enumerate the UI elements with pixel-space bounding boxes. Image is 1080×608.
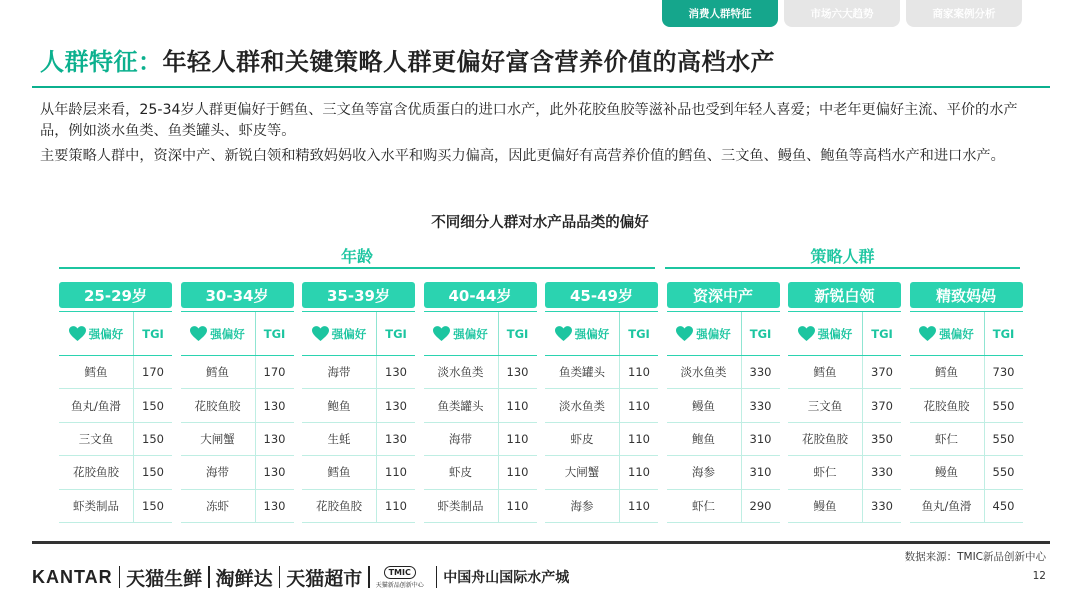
segment-column: [545, 282, 658, 523]
tgi-label: TGI: [142, 326, 164, 341]
column-subheader: [424, 312, 537, 356]
group-rule-age: [59, 267, 655, 269]
tgi-value: 130: [263, 398, 286, 413]
tgi-value: 130: [263, 431, 286, 446]
product-category: 海参: [545, 490, 620, 522]
product-category: 鳗鱼: [667, 389, 742, 421]
product-category: 虾类制品: [424, 490, 499, 522]
product-category: 海带: [181, 456, 256, 488]
table-title: 不同细分人群对水产品品类的偏好: [431, 215, 649, 231]
table-row: [910, 456, 1023, 489]
table-row: [424, 490, 537, 523]
table-row: [59, 423, 172, 456]
strong-preference-text: 强偏好: [574, 326, 610, 341]
logo-separator: [208, 566, 210, 588]
table-row: [302, 423, 415, 456]
segment-header: 40-44岁: [424, 282, 537, 308]
tgi-value: 330: [871, 498, 893, 513]
tgi-value: 130: [263, 498, 286, 513]
table-row: [667, 456, 780, 489]
intro-text: [40, 100, 1045, 167]
tgi-value: 110: [628, 498, 650, 513]
tgi-value: 150: [142, 465, 164, 480]
table-row: [181, 423, 294, 456]
tgi-value: 730: [992, 365, 1015, 380]
product-category: 海参: [667, 456, 742, 488]
table-row: [545, 456, 658, 489]
tgi-label: TGI: [871, 326, 893, 341]
segment-header: 精致妈妈: [910, 282, 1023, 308]
strong-preference-label: [424, 312, 499, 355]
table-row: [181, 490, 294, 523]
table-row: [910, 423, 1023, 456]
strong-preference-text: 强偏好: [696, 326, 731, 341]
tgi-value: 170: [263, 365, 286, 380]
logo-separator: [368, 566, 370, 588]
table-row: [788, 356, 901, 389]
tgi-value: 450: [992, 498, 1015, 513]
product-category: 鳗鱼: [788, 490, 863, 522]
segment-header: 25-29岁: [59, 282, 172, 308]
logo-separator: [279, 566, 281, 588]
tmic-logo: [376, 566, 424, 589]
page-number: 12: [1032, 570, 1046, 582]
tgi-value: 110: [628, 431, 650, 446]
tgi-value: 150: [142, 398, 164, 413]
section-tabs: [662, 0, 1022, 27]
segment-column: [667, 282, 780, 523]
page-title-highlight: 人群特征：: [40, 48, 163, 76]
strong-preference-label: [302, 312, 377, 355]
product-category: 鱼丸/鱼滑: [910, 490, 985, 522]
heart-icon: [798, 326, 815, 341]
product-category: 虾仁: [667, 490, 742, 522]
table-row: [667, 356, 780, 389]
tgi-value: 110: [506, 398, 529, 413]
table-row: [788, 456, 901, 489]
tgi-value: 350: [871, 431, 893, 446]
tgi-value: 310: [749, 431, 772, 446]
strong-preference-label: [910, 312, 985, 355]
table-row: [667, 389, 780, 422]
column-subheader: [545, 312, 658, 356]
strong-preference-text: 强偏好: [210, 326, 245, 341]
tgi-value: 150: [142, 431, 164, 446]
table-row: [59, 456, 172, 489]
product-category: 三文鱼: [788, 389, 863, 421]
strong-preference-label: [181, 312, 256, 355]
tgi-label: TGI: [749, 326, 772, 341]
product-category: 花胶鱼胶: [59, 456, 134, 488]
product-category: 鳕鱼: [181, 356, 256, 388]
product-category: 大闸蟹: [181, 423, 256, 455]
product-category: 冻虾: [181, 490, 256, 522]
segment-header: 新锐白领: [788, 282, 901, 308]
intro-paragraph-strategy: 主要策略人群中，资深中产、新锐白领和精致妈妈收入水平和购买力偏高，因此更偏好有高营养价值的鳕鱼、三文鱼、鳗鱼、鲍鱼等高档水产和进口水产。: [40, 148, 1005, 164]
strong-preference-text: 强偏好: [453, 326, 488, 341]
tgi-value: 310: [749, 465, 772, 480]
table-row: [424, 389, 537, 422]
tgi-label: TGI: [263, 326, 286, 341]
zhoushan-market-logo: 中国舟山国际水产城: [443, 570, 570, 586]
table-row: [424, 423, 537, 456]
table-row: [59, 356, 172, 389]
heart-icon: [919, 326, 936, 341]
group-rule-strategy: [665, 267, 1020, 269]
table-row: [788, 490, 901, 523]
logo-separator: [436, 566, 438, 588]
partner-logos: [32, 564, 569, 590]
segment-column: [181, 282, 294, 523]
heart-icon: [190, 326, 207, 341]
kantar-logo: KANTAR: [32, 566, 113, 587]
product-category: 花胶鱼胶: [302, 490, 377, 522]
strong-preference-label: [788, 312, 863, 355]
table-row: [424, 456, 537, 489]
footer-divider: [32, 541, 1050, 544]
tab-case-analysis[interactable]: 商家案例分析: [906, 0, 1022, 27]
column-subheader: [59, 312, 172, 356]
segment-column: [302, 282, 415, 523]
table-row: [788, 389, 901, 422]
tgi-label: TGI: [628, 326, 650, 341]
product-category: 虾皮: [545, 423, 620, 455]
logo-separator: [119, 566, 121, 588]
product-category: 鱼类罐头: [545, 356, 620, 388]
table-row: [545, 389, 658, 422]
tmic-badge: TMIC: [384, 566, 416, 579]
segment-column: [424, 282, 537, 523]
data-source-note: 数据来源：TMIC新品创新中心: [904, 551, 1046, 563]
strong-preference-label: [59, 312, 134, 355]
table-row: [424, 356, 537, 389]
tab-market-trends[interactable]: 市场六大趋势: [784, 0, 900, 27]
product-category: 鳕鱼: [910, 356, 985, 388]
table-row: [667, 423, 780, 456]
product-category: 三文鱼: [59, 423, 134, 455]
product-category: 花胶鱼胶: [910, 389, 985, 421]
table-row: [545, 423, 658, 456]
product-category: 淡水鱼类: [545, 389, 620, 421]
segment-column: [788, 282, 901, 523]
tmall-supermarket-logo: 天猫超市: [286, 567, 363, 590]
table-row: [302, 456, 415, 489]
table-row: [302, 356, 415, 389]
tgi-value: 130: [263, 465, 286, 480]
tab-consumer-traits[interactable]: 消费人群特征: [662, 0, 778, 27]
group-label-strategy: 策略人群: [810, 247, 875, 266]
tgi-value: 110: [506, 498, 529, 513]
segment-column: [910, 282, 1023, 523]
tgi-value: 330: [749, 365, 772, 380]
tgi-value: 110: [506, 431, 529, 446]
tgi-value: 130: [385, 365, 407, 380]
product-category: 生蚝: [302, 423, 377, 455]
segment-header: 30-34岁: [181, 282, 294, 308]
product-category: 鲍鱼: [667, 423, 742, 455]
strong-preference-text: 强偏好: [817, 326, 853, 341]
table-row: [667, 490, 780, 523]
product-category: 花胶鱼胶: [788, 423, 863, 455]
column-subheader: [788, 312, 901, 356]
heart-icon: [69, 326, 86, 341]
heart-icon: [555, 326, 572, 341]
table-row: [59, 490, 172, 523]
tmall-fresh-logo: 天猫生鲜: [126, 567, 203, 590]
product-category: 虾仁: [788, 456, 863, 488]
product-category: 鳕鱼: [302, 456, 377, 488]
segment-column: [59, 282, 172, 523]
table-row: [181, 456, 294, 489]
product-category: 虾类制品: [59, 490, 134, 522]
product-category: 花胶鱼胶: [181, 389, 256, 421]
strong-preference-label: [667, 312, 742, 355]
strong-preference-text: 强偏好: [331, 326, 367, 341]
table-row: [788, 423, 901, 456]
strong-preference-text: 强偏好: [939, 326, 974, 341]
tgi-value: 130: [385, 398, 407, 413]
table-row: [910, 356, 1023, 389]
tgi-value: 330: [749, 398, 772, 413]
tmic-subtitle: 天猫新品创新中心: [375, 581, 424, 589]
table-row: [59, 389, 172, 422]
title-divider: [32, 86, 1050, 88]
column-subheader: [302, 312, 415, 356]
table-row: [545, 490, 658, 523]
tgi-value: 550: [992, 431, 1015, 446]
tgi-value: 150: [142, 498, 164, 513]
product-category: 鳕鱼: [788, 356, 863, 388]
tgi-value: 110: [385, 465, 407, 480]
tgi-value: 370: [871, 365, 893, 380]
column-subheader: [181, 312, 294, 356]
heart-icon: [676, 326, 693, 341]
tgi-value: 330: [871, 465, 893, 480]
tgi-value: 130: [385, 431, 407, 446]
table-row: [181, 389, 294, 422]
product-category: 虾皮: [424, 456, 499, 488]
product-category: 鱼丸/鱼滑: [59, 389, 134, 421]
tgi-value: 290: [749, 498, 772, 513]
page-title: [40, 42, 775, 77]
table-row: [910, 389, 1023, 422]
table-row: [302, 490, 415, 523]
table-row: [545, 356, 658, 389]
product-category: 海带: [424, 423, 499, 455]
product-category: 鳕鱼: [59, 356, 134, 388]
column-subheader: [667, 312, 780, 356]
tgi-label: TGI: [992, 326, 1015, 341]
segment-header: 45-49岁: [545, 282, 658, 308]
tgi-value: 130: [506, 365, 529, 380]
tgi-value: 110: [506, 465, 529, 480]
product-category: 淡水鱼类: [667, 356, 742, 388]
segment-header: 35-39岁: [302, 282, 415, 308]
product-category: 大闸蟹: [545, 456, 620, 488]
tgi-value: 550: [992, 465, 1015, 480]
group-label-age: 年龄: [340, 247, 373, 266]
product-category: 海带: [302, 356, 377, 388]
tgi-value: 110: [385, 498, 407, 513]
heart-icon: [433, 326, 450, 341]
table-row: [302, 389, 415, 422]
column-subheader: [910, 312, 1023, 356]
segment-header: 资深中产: [667, 282, 780, 308]
table-row: [910, 490, 1023, 523]
product-category: 淡水鱼类: [424, 356, 499, 388]
tgi-label: TGI: [385, 326, 407, 341]
heart-icon: [312, 326, 329, 341]
tgi-label: TGI: [506, 326, 529, 341]
product-category: 虾仁: [910, 423, 985, 455]
product-category: 鱼类罐头: [424, 389, 499, 421]
intro-paragraph-age: 从年龄层来看，25-34岁人群更偏好于鳕鱼、三文鱼等富含优质蛋白的进口水产，此外花胶鱼胶等滋补品也受到年轻人喜爱；中老年更偏好主流、平价的水产品，例如淡水鱼类、鱼类罐头、虾皮等。: [40, 102, 1018, 139]
tgi-value: 110: [628, 365, 650, 380]
strong-preference-text: 强偏好: [88, 326, 124, 341]
taoxianda-logo: 淘鲜达: [215, 567, 273, 590]
tgi-value: 370: [871, 398, 893, 413]
tgi-value: 110: [628, 398, 650, 413]
tgi-value: 110: [628, 465, 650, 480]
strong-preference-label: [545, 312, 620, 355]
tgi-value: 170: [142, 365, 164, 380]
page-title-text: 年轻人群和关键策略人群更偏好富含营养价值的高档水产: [162, 48, 775, 76]
table-row: [181, 356, 294, 389]
product-category: 鲍鱼: [302, 389, 377, 421]
product-category: 鳗鱼: [910, 456, 985, 488]
tgi-value: 550: [992, 398, 1015, 413]
